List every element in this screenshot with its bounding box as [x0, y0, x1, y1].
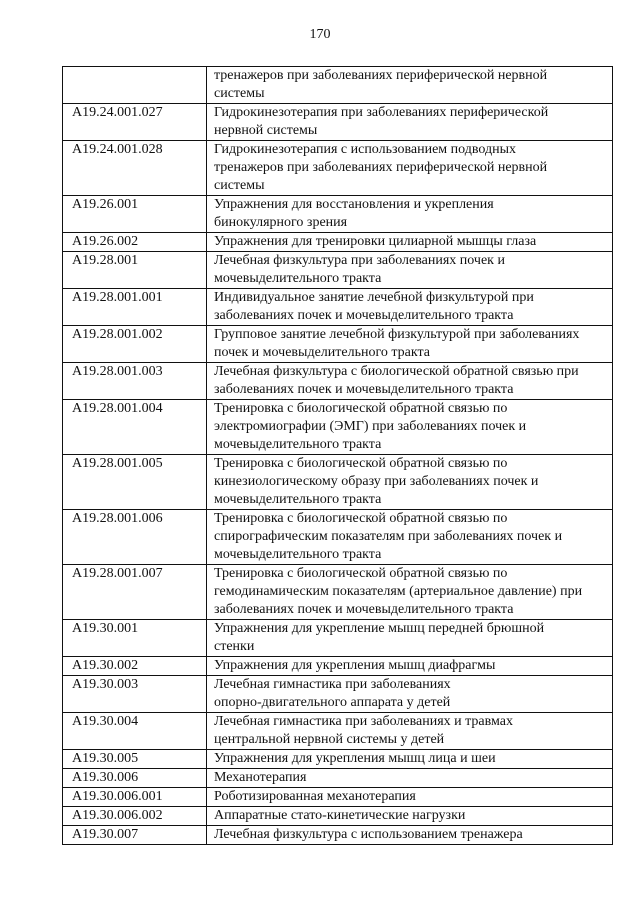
procedure-description: Аппаратные стато-кинетические нагрузки [207, 807, 613, 826]
procedure-description: Упражнения для укрепление мышц передней брюшной стенки [207, 620, 613, 657]
procedure-description: Тренировка с биологической обратной связью по спирографическим показателям при заболеваниях почек и мочевыделительного тракта [207, 510, 613, 565]
table-row [63, 807, 613, 826]
table-row [63, 67, 613, 104]
procedure-description: Индивидуальное занятие лечебной физкультурой при заболеваниях почек и мочевыделительного тракта [207, 289, 613, 326]
procedure-code: A19.24.001.027 [63, 104, 207, 141]
procedure-description: Упражнения для укрепления мышц лица и шеи [207, 750, 613, 769]
table-row [63, 289, 613, 326]
procedure-code: A19.30.006.002 [63, 807, 207, 826]
page-number: 170 [309, 27, 331, 42]
procedure-description: Упражнения для укрепления мышц диафрагмы [207, 657, 613, 676]
procedure-description: Тренировка с биологической обратной связью по кинезиологическому образу при заболеваниях почек и мочевыделительного тракта [207, 455, 613, 510]
table-row [63, 252, 613, 289]
procedure-description: Лечебная физкультура с биологической обратной связью при заболеваниях почек и мочевыделительного тракта [207, 363, 613, 400]
table-row [63, 400, 613, 455]
table-row [63, 104, 613, 141]
procedure-description: Лечебная физкультура с использованием тренажера [207, 826, 613, 845]
procedure-code: A19.24.001.028 [63, 141, 207, 196]
table-row [63, 233, 613, 252]
procedure-description: Роботизированная механотерапия [207, 788, 613, 807]
table-row [63, 363, 613, 400]
procedures-table [62, 66, 613, 845]
procedure-code: A19.30.005 [63, 750, 207, 769]
procedure-code: A19.28.001.006 [63, 510, 207, 565]
table-row [63, 620, 613, 657]
procedure-description: Механотерапия [207, 769, 613, 788]
procedure-code: A19.26.002 [63, 233, 207, 252]
procedure-description: Упражнения для тренировки цилиарной мышцы глаза [207, 233, 613, 252]
procedure-description: Гидрокинезотерапия при заболеваниях периферической нервной системы [207, 104, 613, 141]
table-row [63, 826, 613, 845]
procedure-description: Гидрокинезотерапия с использованием подводных тренажеров при заболеваниях периферической нервной системы [207, 141, 613, 196]
procedure-description: Лечебная гимнастика при заболеваниях опорно-двигательного аппарата у детей [207, 676, 613, 713]
procedure-code: A19.30.001 [63, 620, 207, 657]
table-row [63, 565, 613, 620]
table-row [63, 326, 613, 363]
procedure-description: Лечебная гимнастика при заболеваниях и травмах центральной нервной системы у детей [207, 713, 613, 750]
procedure-code [63, 67, 207, 104]
procedure-code: A19.28.001.004 [63, 400, 207, 455]
procedure-code: A19.28.001.007 [63, 565, 207, 620]
table-row [63, 455, 613, 510]
procedure-description: Упражнения для восстановления и укрепления бинокулярного зрения [207, 196, 613, 233]
table-row [63, 196, 613, 233]
procedure-code: A19.30.007 [63, 826, 207, 845]
procedure-code: A19.30.002 [63, 657, 207, 676]
procedure-description: Тренировка с биологической обратной связью по электромиографии (ЭМГ) при заболеваниях почек и мочевыделительного тракта [207, 400, 613, 455]
procedure-code: A19.30.006 [63, 769, 207, 788]
procedure-code: A19.26.001 [63, 196, 207, 233]
procedure-code: A19.28.001.001 [63, 289, 207, 326]
procedure-code: A19.28.001.002 [63, 326, 207, 363]
table-row [63, 510, 613, 565]
procedure-description: Лечебная физкультура при заболеваниях почек и мочевыделительного тракта [207, 252, 613, 289]
procedure-description: тренажеров при заболеваниях периферической нервной системы [207, 67, 613, 104]
table-row [63, 769, 613, 788]
procedure-description: Групповое занятие лечебной физкультурой при заболеваниях почек и мочевыделительного тракта [207, 326, 613, 363]
table-row [63, 788, 613, 807]
procedure-description: Тренировка с биологической обратной связью по гемодинамическим показателям (артериальное давление) при заболеваниях почек и мочевыделительного тракта [207, 565, 613, 620]
procedure-code: A19.28.001 [63, 252, 207, 289]
procedure-code: A19.30.006.001 [63, 788, 207, 807]
procedure-code: A19.28.001.003 [63, 363, 207, 400]
table-row [63, 141, 613, 196]
table-row [63, 713, 613, 750]
procedure-code: A19.30.003 [63, 676, 207, 713]
table-row [63, 657, 613, 676]
procedures-table-body [63, 67, 613, 845]
table-row [63, 676, 613, 713]
procedure-code: A19.28.001.005 [63, 455, 207, 510]
procedure-code: A19.30.004 [63, 713, 207, 750]
table-row [63, 750, 613, 769]
